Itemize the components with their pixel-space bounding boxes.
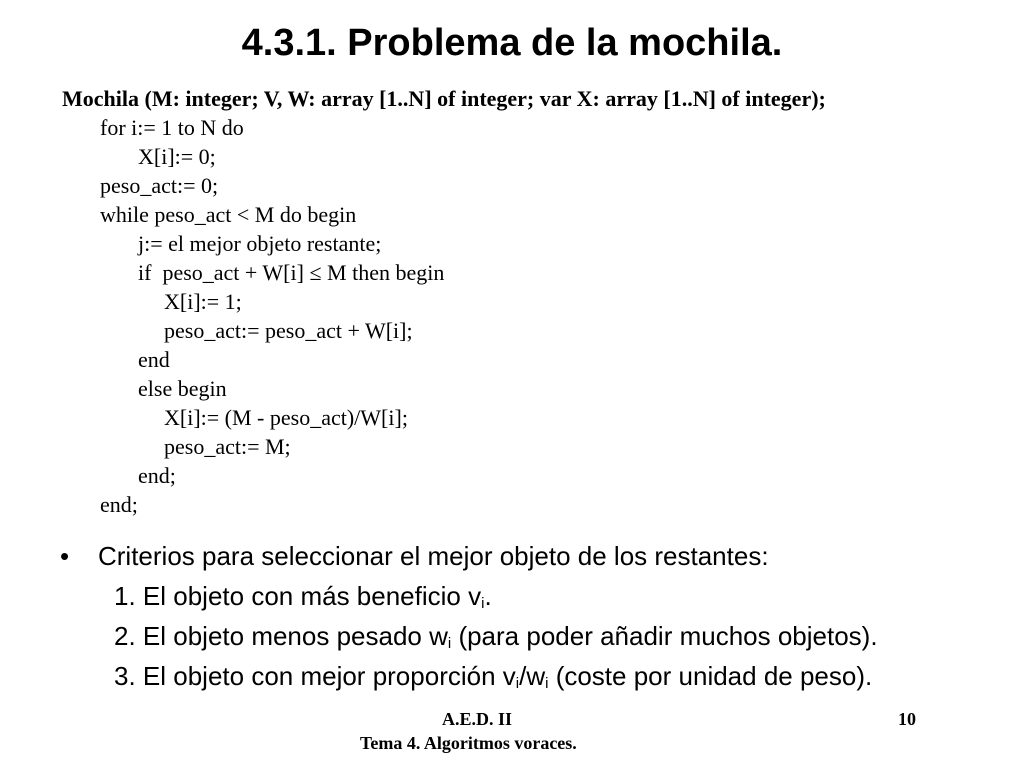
code-line: end; bbox=[100, 492, 138, 517]
code-line: end; bbox=[138, 463, 176, 488]
slide-title: 4.3.1. Problema de la mochila. bbox=[241, 22, 783, 64]
code-line: for i:= 1 to N do bbox=[100, 115, 244, 140]
criterion-2: 2. El objeto menos pesado $w_i$ (para poder añadir muchos objetos). bbox=[114, 621, 878, 652]
code-line: X[i]:= (M - peso_act)/W[i]; bbox=[164, 405, 408, 430]
code-line: while peso_act < M do begin bbox=[100, 202, 357, 227]
code-line-signature: Mochila (M: integer; V, W: array [1..N] of integer; var X: array [1..N] of integer); bbox=[62, 86, 826, 111]
code-line: j:= el mejor objeto restante; bbox=[138, 231, 382, 256]
bullet-text: Criterios para seleccionar el mejor objeto de los restantes: bbox=[98, 541, 769, 571]
code-line: else begin bbox=[138, 376, 227, 401]
footer-page-number: 10 bbox=[898, 709, 916, 729]
criterion-1: 1. El objeto con más beneficio $v_i$. bbox=[114, 581, 492, 612]
code-line: X[i]:= 1; bbox=[164, 289, 242, 314]
code-line: peso_act:= M; bbox=[164, 434, 291, 459]
code-line: X[i]:= 0; bbox=[138, 144, 216, 169]
criterion-3: 3. El objeto con mejor proporción $v_i/w_i$ (coste por unidad de peso). bbox=[114, 661, 873, 692]
code-line: peso_act:= 0; bbox=[100, 173, 219, 198]
bullet-marker: • bbox=[60, 541, 70, 571]
footer-course: A.E.D. II bbox=[442, 709, 513, 729]
code-line: peso_act:= peso_act + W[i]; bbox=[164, 318, 413, 343]
code-line: end bbox=[138, 347, 170, 372]
footer-topic: Tema 4. Algoritmos voraces. bbox=[360, 733, 577, 753]
code-line: if peso_act + W[i] ≤ M then begin bbox=[138, 260, 445, 285]
